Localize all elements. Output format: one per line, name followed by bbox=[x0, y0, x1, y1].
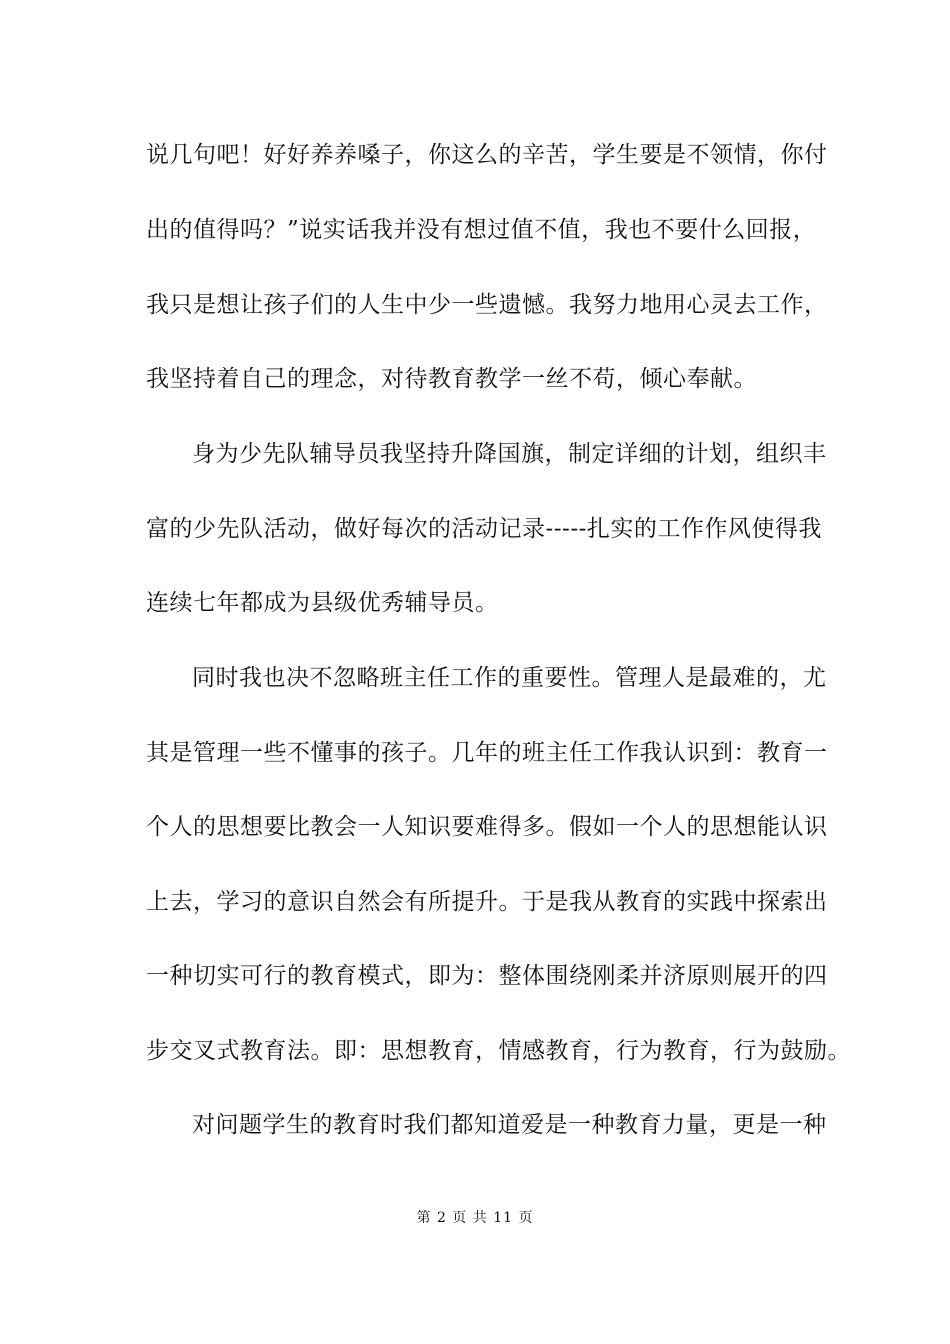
text-line: 出的值得吗？”说实话我并没有想过值不值，我也不要什么回报， bbox=[146, 217, 817, 243]
text-line: 连续七年都成为县级优秀辅导员。 bbox=[146, 590, 499, 616]
paragraph-first-line: 身为少先队辅导员我坚持升降国旗，制定详细的计划，组织丰 bbox=[192, 441, 827, 467]
text-line: 富的少先队活动，做好每次的活动记录-----扎实的工作作风使得我 bbox=[146, 516, 822, 542]
text-line: 步交叉式教育法。即：思想教育，情感教育，行为教育，行为鼓励。 bbox=[146, 1038, 851, 1064]
text-line: 个人的思想要比教会一人知识要难得多。假如一个人的思想能认识 bbox=[146, 814, 828, 840]
text-line: 其是管理一些不懂事的孩子。几年的班主任工作我认识到：教育一 bbox=[146, 740, 828, 766]
paragraph-first-line: 对问题学生的教育时我们都知道爱是一种教育力量，更是一种 bbox=[192, 1112, 827, 1138]
text-line: 说几句吧！好好养养嗓子，你这么的辛苦，学生要是不领情，你付 bbox=[146, 142, 828, 168]
text-line: 我坚持着自己的理念，对待教育教学一丝不苟，倾心奉献。 bbox=[146, 366, 757, 392]
page-number-footer: 第 2 页 共 11 页 bbox=[416, 1210, 534, 1226]
paragraph-first-line: 同时我也决不忽略班主任工作的重要性。管理人是最难的，尤 bbox=[192, 665, 827, 691]
text-line: 上去，学习的意识自然会有所提升。于是我从教育的实践中探索出 bbox=[146, 889, 828, 915]
text-line: 我只是想让孩子们的人生中少一些遗憾。我努力地用心灵去工作， bbox=[146, 292, 828, 318]
text-line: 一种切实可行的教育模式，即为：整体围绕刚柔并济原则展开的四 bbox=[146, 963, 828, 989]
